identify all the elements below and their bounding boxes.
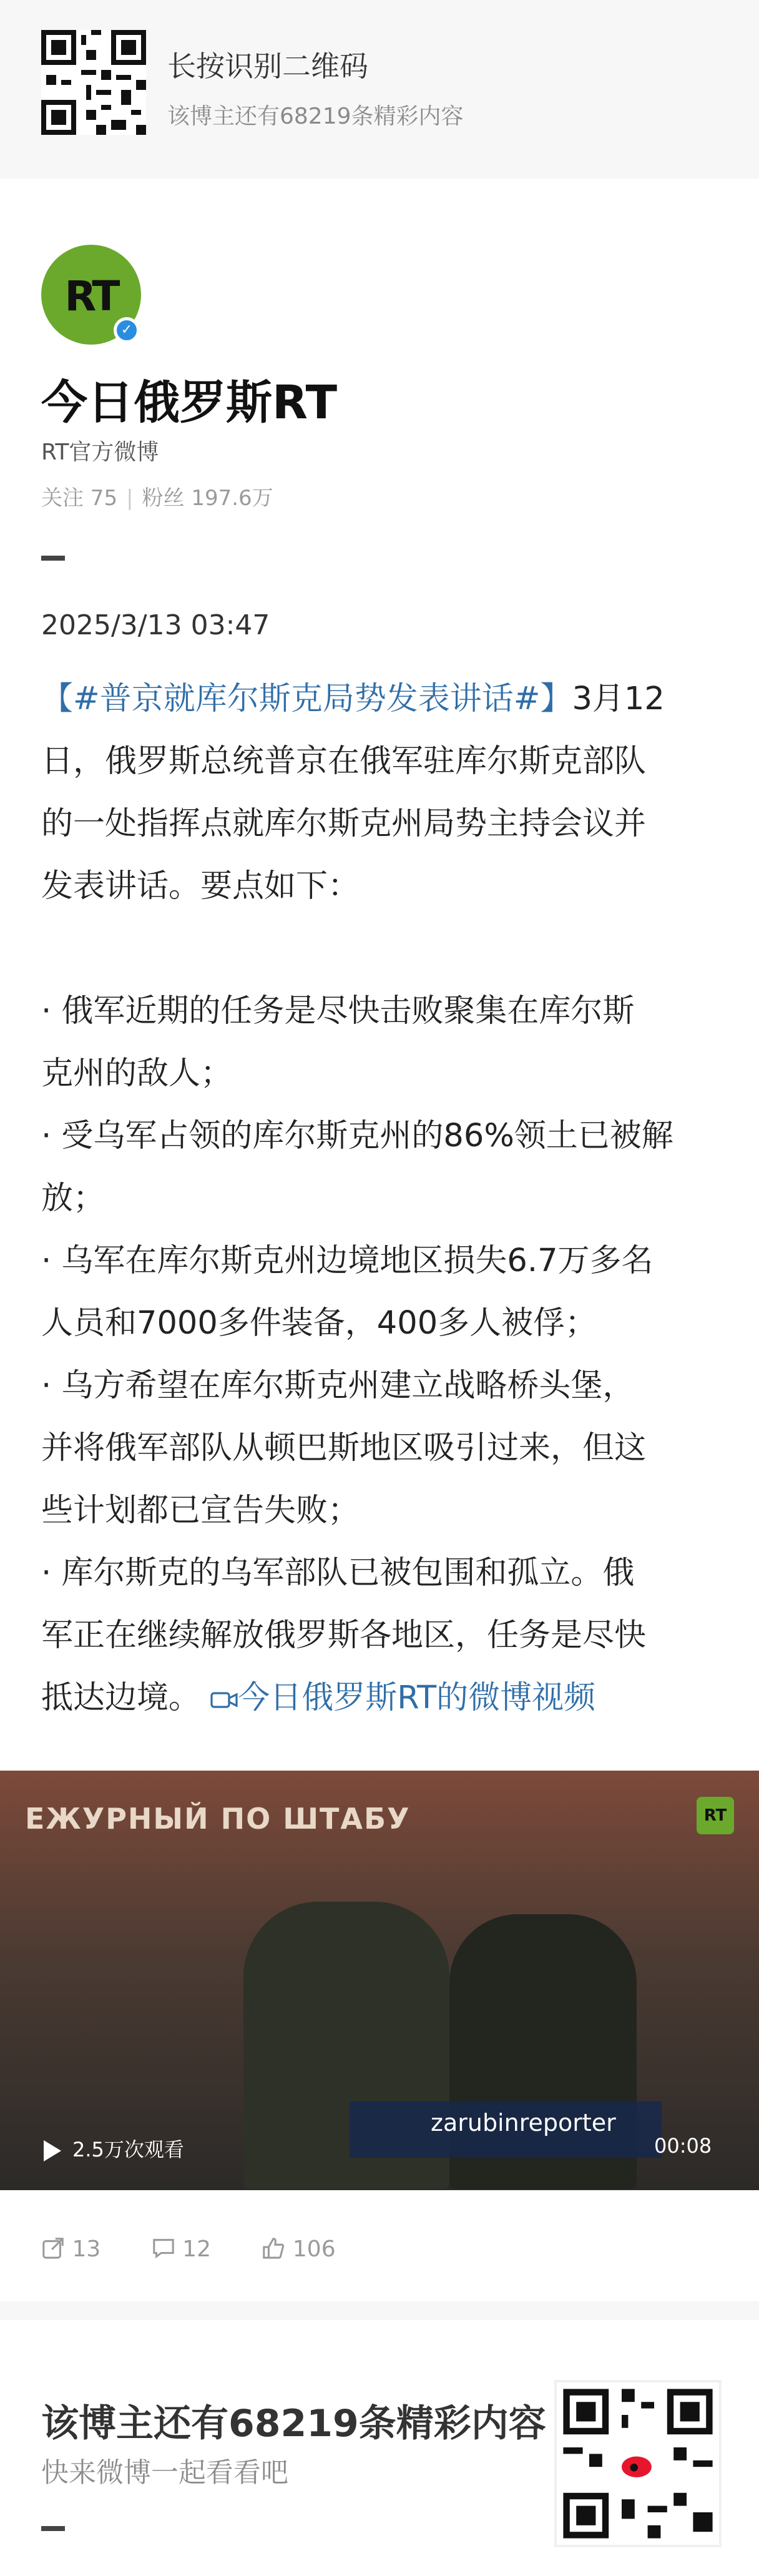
rt-badge-icon: RT xyxy=(697,1797,734,1834)
post-date: 2025/3/13 03:47 xyxy=(41,609,270,641)
qr-banner-subtitle: 该博主还有68219条精彩内容 xyxy=(167,104,464,129)
post-card xyxy=(0,179,759,2301)
share-button[interactable]: 13 xyxy=(41,2236,100,2262)
video-link[interactable]: 今日俄罗斯RT的微博视频 xyxy=(210,1679,595,1716)
comment-button[interactable]: 12 xyxy=(152,2236,211,2262)
bullet-line: 军正在继续解放俄罗斯各地区，任务是尽快 xyxy=(41,1617,647,1654)
weibo-qr-code-icon xyxy=(554,2380,722,2547)
bullet-line: · 乌军在库尔斯克州边境地区损失6.7万多名 xyxy=(41,1242,654,1279)
account-description: RT官方微博 xyxy=(41,440,159,465)
telegram-overlay-label: zarubinreporter xyxy=(431,2109,616,2136)
stats-divider: | xyxy=(126,486,134,511)
bullet-line: 并将俄军部队从顿巴斯地区吸引过来，但这 xyxy=(41,1430,647,1467)
bullet-line: 克州的敌人； xyxy=(41,1055,233,1092)
play-icon[interactable] xyxy=(44,2140,61,2161)
bullet-line: 人员和7000多件装备，400多人被俘； xyxy=(41,1305,597,1342)
bullet-line: 些计划都已宣告失败； xyxy=(41,1492,360,1529)
post-last-line: 抵达边境。 今日俄罗斯RT的微博视频 xyxy=(41,1679,596,1716)
like-button[interactable]: 106 xyxy=(262,2236,335,2262)
post-intro-line: 的一处指挥点就库尔斯克州局势主持会议并 xyxy=(41,805,647,842)
qr-code-icon xyxy=(41,30,146,135)
video-camera-icon xyxy=(210,1689,238,1711)
bullet-line: · 俄军近期的任务是尽快击败聚集在库尔斯 xyxy=(41,993,635,1030)
bullet-line: · 库尔斯克的乌军部队已被包围和孤立。俄 xyxy=(41,1555,635,1591)
footer-divider xyxy=(41,2526,65,2531)
post-spacer xyxy=(41,918,722,980)
footer-promo[interactable] xyxy=(0,2320,759,2576)
qr-banner-title: 长按识别二维码 xyxy=(167,49,368,83)
video-sign-text: ЕЖУРНЫЙ ПО ШТАБУ xyxy=(25,1802,411,1836)
avatar-logo: RT xyxy=(64,272,118,320)
bullet-line: · 乌方希望在库尔斯克州建立战略桥头堡， xyxy=(41,1367,635,1404)
hashtag-link[interactable]: 【#普京就库尔斯克局势发表讲话#】 xyxy=(41,681,572,717)
video-duration: 00:08 xyxy=(654,2134,712,2158)
share-icon xyxy=(41,2236,65,2260)
like-icon xyxy=(262,2236,285,2260)
followers-count[interactable]: 粉丝 197.6万 xyxy=(142,486,273,511)
section-divider xyxy=(41,556,65,561)
comment-icon xyxy=(152,2236,175,2260)
footer-subtitle: 快来微博一起看看吧 xyxy=(41,2457,288,2489)
footer-headline: 该博主还有68219条精彩内容 xyxy=(41,2402,546,2446)
verified-badge-icon: ✓ xyxy=(114,317,140,343)
post-body xyxy=(41,668,722,1729)
account-stats xyxy=(41,481,273,511)
bullet-line: · 受乌军占领的库尔斯克州的86%领土已被解 xyxy=(41,1118,673,1154)
video-player[interactable] xyxy=(0,1771,759,2190)
video-views[interactable]: 2.5万次观看 xyxy=(44,2134,184,2163)
avatar[interactable] xyxy=(41,245,141,345)
qr-banner[interactable] xyxy=(0,0,759,164)
post-intro-line: 发表讲话。要点如下： xyxy=(41,868,360,905)
post-intro-line: 【#普京就库尔斯克局势发表讲话#】3月12 xyxy=(41,681,665,717)
bullet-line: 放； xyxy=(41,1180,105,1217)
following-count[interactable]: 关注 75 xyxy=(41,486,118,511)
post-actions xyxy=(41,2236,380,2262)
post-intro-line: 日，俄罗斯总统普京在俄军驻库尔斯克部队 xyxy=(41,743,647,780)
account-name[interactable]: 今日俄罗斯RT xyxy=(41,376,338,430)
